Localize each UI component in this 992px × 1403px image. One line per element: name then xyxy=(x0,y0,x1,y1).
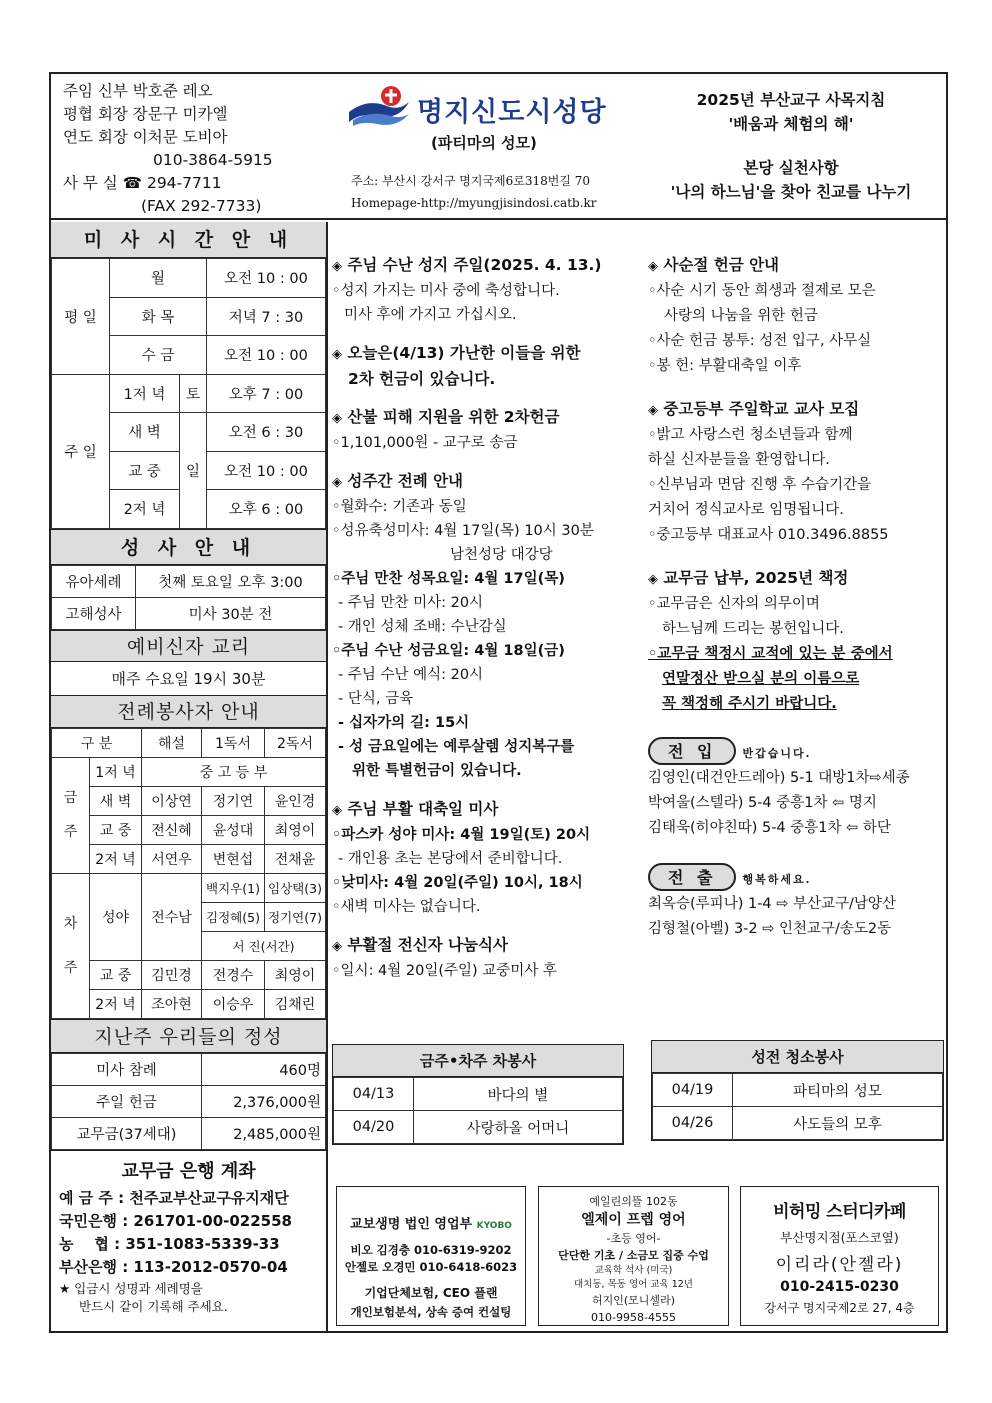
notice-line: - 단식, 금육 xyxy=(338,691,414,707)
transfer-out-header xyxy=(648,863,944,892)
notice-heading xyxy=(332,933,628,959)
mass-times-table xyxy=(51,258,326,529)
server-name: 전수남 xyxy=(142,873,202,960)
service-group: 사도들의 모후 xyxy=(733,1107,943,1140)
diamond-icon: ◈ xyxy=(332,411,342,426)
offering-label: 주일 헌금 xyxy=(52,1085,202,1117)
notice-line: - 성 금요일에는 예루살렘 성지복구를 xyxy=(338,739,575,755)
table-row xyxy=(52,960,326,989)
notice-line: ◦봉 헌: 부활대축일 이후 xyxy=(648,358,802,374)
service-group: 바다의 별 xyxy=(414,1078,623,1111)
service-date: 04/20 xyxy=(334,1111,414,1144)
notice-line: 하느님께 드리는 봉헌입니다. xyxy=(662,621,844,637)
table-row xyxy=(52,873,326,902)
church-address: 주소: 부산시 강서구 명지국제6로318번길 70 xyxy=(351,174,590,188)
notice-line: - 개인용 초는 본당에서 준비합니다. xyxy=(338,851,563,867)
heading-text: 오늘은(4/13) 가난한 이들을 위한 xyxy=(347,344,581,362)
diamond-icon: ◈ xyxy=(648,259,658,274)
table-row xyxy=(653,1107,943,1140)
liturgy-servers-table xyxy=(51,728,326,1019)
notice-line: ◦일시: 4월 20일(주일) 교중미사 후 xyxy=(332,963,557,979)
table-row xyxy=(653,1074,943,1107)
server-name: 정기연 xyxy=(202,786,265,815)
ad-line: 010-2415-0230 xyxy=(780,1279,899,1295)
bank-title: 교무금 은행 계좌 xyxy=(121,1160,256,1182)
bank-note: 반드시 같이 기록해 주세요. xyxy=(79,1298,228,1314)
heading-text: 주님 수난 성지 주일(2025. 4. 13.) xyxy=(347,256,602,274)
diamond-icon: ◈ xyxy=(332,939,342,954)
server-name: 전채윤 xyxy=(265,844,326,873)
bank-label: 국민은행 xyxy=(59,1211,117,1230)
mass-time: 오전 10 : 00 xyxy=(207,451,326,490)
staff-info xyxy=(63,80,273,218)
notice-line: 사랑의 나눔을 위한 헌금 xyxy=(664,308,818,324)
ad-line: 안젤로 오경민 010-6418-6023 xyxy=(344,1260,518,1274)
transfer-in-header xyxy=(648,737,944,766)
table-row xyxy=(52,374,326,413)
transfer-line: 김영인(대건안드레아) 5-1 대방1차⇨세종 xyxy=(648,770,910,786)
server-slot: 새 벽 xyxy=(90,786,142,815)
guide-theme: '배움과 체험의 해' xyxy=(728,115,854,133)
server-name: 최영이 xyxy=(265,960,326,989)
right-column xyxy=(648,239,944,942)
notice-line: ◦파스카 성야 미사: 4월 19일(토) 20시 xyxy=(332,827,591,843)
mass-day: 수 금 xyxy=(110,336,207,375)
server-slot: 1저 녁 xyxy=(90,757,142,786)
heading-text: 중고등부 주일학교 교사 모집 xyxy=(663,400,860,418)
mass-day: 1저 녁 xyxy=(110,374,180,413)
notice-line: ◦월화수: 기존과 동일 xyxy=(332,499,467,515)
catechumen-title: 예비신자 교리 xyxy=(51,630,326,662)
diamond-icon: ◈ xyxy=(648,403,658,418)
bank-row: 예 금 주 : 천주교부산교구유지재단 xyxy=(59,1188,289,1207)
mass-weekday: 일 xyxy=(180,413,207,529)
header xyxy=(51,74,946,220)
bank-row: 국민은행 : 261701-00-022558 xyxy=(59,1211,292,1230)
notice-line: ◦새벽 미사는 없습니다. xyxy=(332,899,481,915)
sacrament-value: 미사 30분 전 xyxy=(136,597,326,629)
notice-line: ◦중고등부 대표교사 010.3496.8855 xyxy=(648,527,889,543)
ad-title: 교보생명 법인 영업부 xyxy=(350,1217,473,1232)
bank-note: ★ 입금시 성명과 세례명을 xyxy=(59,1280,203,1296)
server-name: 김민경 xyxy=(142,960,202,989)
server-slot: 교 중 xyxy=(90,815,142,844)
this-week-label: 금 주 xyxy=(52,757,90,873)
notice-heading xyxy=(332,341,628,391)
mass-time: 오전 6 : 30 xyxy=(207,413,326,452)
staff-role: 연도 회장 xyxy=(63,128,128,146)
notice-line: ◦주님 만찬 성목요일: 4월 17일(목) xyxy=(332,571,565,587)
table-row xyxy=(52,757,326,786)
service-group: 사랑하올 어머니 xyxy=(414,1111,623,1144)
left-column xyxy=(51,222,328,1333)
service-date: 04/26 xyxy=(653,1107,733,1140)
server-group: 중 고 등 부 xyxy=(142,757,326,786)
server-name: 김채린 xyxy=(265,989,326,1018)
notice-heading xyxy=(648,566,944,592)
diamond-icon: ◈ xyxy=(332,259,342,274)
bank-label: 농 협 xyxy=(59,1234,109,1253)
ad-line: 부산명지점(포스코옆) xyxy=(780,1230,899,1245)
guide-title: 2025년 부산교구 사목지침 xyxy=(696,91,886,109)
cleaning-service-table xyxy=(652,1073,943,1140)
table-row xyxy=(52,728,326,757)
heading-text: 주님 부활 대축일 미사 xyxy=(347,800,499,818)
transfer-in-label: 전 입 xyxy=(648,737,736,765)
notice-line: 하실 신자분들을 환영합니다. xyxy=(648,452,830,468)
ad-line: 기업단체보험, CEO 플랜 xyxy=(364,1286,498,1300)
cleaning-service-box xyxy=(651,1040,944,1141)
server-name: 윤성대 xyxy=(202,815,265,844)
sacrament-table xyxy=(51,565,326,630)
church-name: 명지신도시성당 xyxy=(417,97,607,128)
server-slot: 교 중 xyxy=(90,960,142,989)
diamond-icon: ◈ xyxy=(648,572,658,587)
ad-kyobo-header xyxy=(337,1213,525,1232)
mass-times-title: 미 사 시 간 안 내 xyxy=(51,222,326,258)
tea-service-box xyxy=(332,1044,624,1145)
ad-line: 010-9958-4555 xyxy=(591,1311,676,1324)
notice-line: 남천성당 대강당 xyxy=(450,547,553,563)
service-group: 파티마의 성모 xyxy=(733,1074,943,1107)
transfer-line: 최옥승(루피나) 1-4 ⇨ 부산교구/남양산 xyxy=(648,896,896,912)
notice-heading xyxy=(332,797,628,823)
notice-line: ◦밝고 사랑스런 청소년들과 함께 xyxy=(648,427,853,443)
mass-day: 월 xyxy=(110,259,207,298)
notice-heading xyxy=(332,469,628,495)
server-name: 정기연(7) xyxy=(265,902,326,931)
mass-time: 오후 6 : 00 xyxy=(207,490,326,529)
ad-title: 비허밍 스터디카페 xyxy=(773,1202,906,1222)
server-name: 서연우 xyxy=(142,844,202,873)
table-row xyxy=(52,844,326,873)
bulletin-page xyxy=(49,72,948,1333)
mass-time: 오전 10 : 00 xyxy=(207,259,326,298)
bank-account-info xyxy=(51,1150,326,1321)
staff-role: 주임 신부 xyxy=(63,82,128,100)
server-name: 백지우(1) xyxy=(202,873,265,902)
column-header: 2독서 xyxy=(265,728,326,757)
mass-time: 오전 10 : 00 xyxy=(207,336,326,375)
mass-day: 화 목 xyxy=(110,297,207,336)
staff-name: 장문구 미카엘 xyxy=(132,105,228,123)
sacrament-label: 유아세례 xyxy=(52,565,136,597)
transfer-out-label: 전 출 xyxy=(648,863,736,891)
bank-value: 113-2012-0570-04 xyxy=(133,1257,288,1276)
column-header: 1독서 xyxy=(202,728,265,757)
notice-line: - 주님 수난 예식: 20시 xyxy=(338,667,484,683)
ad-line: 허지인(모니셀라) xyxy=(592,1294,675,1307)
server-slot: 2저 녁 xyxy=(90,844,142,873)
office-phone: ☎ 294-7711 xyxy=(122,174,222,192)
office-label: 사 무 실 xyxy=(63,174,118,192)
server-name: 김정혜(5) xyxy=(202,902,265,931)
ad-line: 단단한 기초 / 소금모 집중 수업 xyxy=(558,1249,709,1262)
notice-line: 거치어 정식교사로 임명됩니다. xyxy=(648,502,844,518)
notice-line: - 주님 만찬 미사: 20시 xyxy=(338,595,484,611)
tea-service-table xyxy=(333,1077,623,1144)
server-name: 최영이 xyxy=(265,815,326,844)
server-name: 이승우 xyxy=(202,989,265,1018)
church-emblem-icon xyxy=(347,84,411,128)
table-row xyxy=(52,1117,326,1149)
notice-line: ◦성지 가지는 미사 중에 축성합니다. xyxy=(332,283,560,299)
server-name: 서 진(서간) xyxy=(202,931,326,960)
table-row xyxy=(52,786,326,815)
ad-line: 개인보험분석, 상속 증여 컨설팅 xyxy=(350,1305,512,1319)
bank-label: 예 금 주 xyxy=(59,1188,113,1207)
table-row xyxy=(334,1111,623,1144)
server-name: 윤인경 xyxy=(265,786,326,815)
offering-label: 미사 참례 xyxy=(52,1053,202,1085)
notice-line: ◦교무금 책정시 교적에 있는 분 중에서 xyxy=(648,646,893,662)
heading-text: 성주간 전례 안내 xyxy=(347,472,464,490)
sacrament-value: 첫째 토요일 오후 3:00 xyxy=(136,565,326,597)
table-row xyxy=(52,259,326,298)
sacrament-title: 성 사 안 내 xyxy=(51,529,326,565)
server-name: 전경수 xyxy=(202,960,265,989)
address-block xyxy=(351,170,597,214)
staff-role: 평협 회장 xyxy=(63,105,128,123)
farewell-script: 행복하세요. xyxy=(742,873,812,886)
notice-heading xyxy=(332,253,628,279)
practice-theme: '나의 하느님'을 찾아 친교를 나누기 xyxy=(670,183,912,201)
notice-line: ◦성유축성미사: 4월 17일(목) 10시 30분 xyxy=(332,523,594,539)
offering-value: 2,376,000원 xyxy=(202,1085,326,1117)
heading-text: 산불 피해 지원을 위한 2차헌금 xyxy=(347,408,560,426)
ad-line: 교육학 석사 (미국) xyxy=(594,1265,673,1276)
bank-label: 부산은행 xyxy=(59,1257,117,1276)
heading-text: 부활절 전신자 나눔식사 xyxy=(347,936,508,954)
mass-day: 교 중 xyxy=(110,451,180,490)
weekday-label: 평 일 xyxy=(52,259,110,375)
mass-weekday: 토 xyxy=(180,374,207,413)
notice-line: ◦주님 수난 성금요일: 4월 18일(금) xyxy=(332,643,565,659)
table-row xyxy=(52,989,326,1018)
ad-study-cafe xyxy=(740,1186,939,1326)
sunday-label: 주 일 xyxy=(52,374,110,528)
bank-value: 261701-00-022558 xyxy=(133,1211,292,1230)
table-row xyxy=(52,597,326,629)
tea-service-title: 금주•차주 차봉사 xyxy=(333,1045,623,1077)
service-date: 04/19 xyxy=(653,1074,733,1107)
notice-line: ◦교무금은 신자의 의무이며 xyxy=(648,596,820,612)
notice-heading xyxy=(332,405,628,431)
server-name: 전신혜 xyxy=(142,815,202,844)
notice-line: 연말정산 받으실 분의 이름으로 xyxy=(662,671,860,687)
diamond-icon: ◈ xyxy=(332,475,342,490)
ad-title: 엘제이 프렙 영어 xyxy=(581,1212,686,1228)
column-header: 해설 xyxy=(142,728,202,757)
heading-text: 2차 헌금이 있습니다. xyxy=(348,370,496,388)
server-slot: 성야 xyxy=(90,873,142,960)
kyobo-logo-icon: KYOBO xyxy=(476,1221,512,1231)
welcome-script: 반갑습니다. xyxy=(742,747,812,760)
diamond-icon: ◈ xyxy=(332,347,342,362)
church-subtitle: (파티마의 성모) xyxy=(431,134,537,152)
ad-line: 비오 김경충 010-6319-9202 xyxy=(350,1243,512,1257)
ad-english xyxy=(538,1186,729,1326)
staff-name: 이처문 도비아 xyxy=(132,128,228,146)
ad-line: -초등 영어- xyxy=(606,1232,661,1245)
notice-line: ◦사순 시기 동안 희생과 절제로 모은 xyxy=(648,283,876,299)
office-fax: (FAX 292-7733) xyxy=(141,197,262,215)
church-logo xyxy=(347,84,647,152)
transfer-line: 김태욱(히야친따) 5-4 중흥1차 ⇦ 하단 xyxy=(648,820,891,836)
next-week-label: 차 주 xyxy=(52,873,90,1018)
ad-line: 예일린의뜰 102동 xyxy=(589,1195,678,1208)
table-row xyxy=(334,1078,623,1111)
server-slot: 2저 녁 xyxy=(90,989,142,1018)
table-row xyxy=(52,1085,326,1117)
ad-line: 이리라(안젤라) xyxy=(775,1255,904,1275)
liturgy-servers-title: 전례봉사자 안내 xyxy=(51,696,326,728)
diamond-icon: ◈ xyxy=(332,803,342,818)
staff-phone: 010-3864-5915 xyxy=(153,151,273,169)
transfer-line: 김형철(아벨) 3-2 ⇨ 인천교구/송도2동 xyxy=(648,921,892,937)
table-row xyxy=(52,565,326,597)
notice-heading xyxy=(648,253,944,279)
bank-row: 부산은행 : 113-2012-0570-04 xyxy=(59,1257,288,1276)
column-header: 구 분 xyxy=(52,728,142,757)
ad-line: 대치동, 목동 영어 교육 12년 xyxy=(574,1279,693,1290)
notice-line: ◦1,101,000원 - 교구로 송금 xyxy=(332,435,518,451)
bank-value: 351-1083-5339-33 xyxy=(125,1234,280,1253)
notice-line: - 개인 성체 조배: 수난감실 xyxy=(338,619,507,635)
notice-line: 위한 특별헌금이 있습니다. xyxy=(352,763,522,779)
offering-title: 지난주 우리들의 정성 xyxy=(51,1019,326,1053)
mass-time: 오후 7 : 00 xyxy=(207,374,326,413)
notice-line: ◦낮미사: 4월 20일(주일) 10시, 18시 xyxy=(332,875,583,891)
offering-value: 2,485,000원 xyxy=(202,1117,326,1149)
mass-time: 저녁 7 : 30 xyxy=(207,297,326,336)
server-name: 변현섭 xyxy=(202,844,265,873)
notice-line: ◦신부님과 면담 진행 후 수습기간을 xyxy=(648,477,872,493)
sacrament-label: 고해성사 xyxy=(52,597,136,629)
server-name: 조아현 xyxy=(142,989,202,1018)
ad-line: 강서구 명지국제2로 27, 4층 xyxy=(764,1301,915,1315)
ad-kyobo xyxy=(336,1186,526,1326)
notice-line: 미사 후에 가지고 가십시오. xyxy=(344,307,517,323)
server-name: 임상택(3) xyxy=(265,873,326,902)
table-row xyxy=(52,815,326,844)
homepage-link[interactable]: Homepage-http://myungjisindosi.catb.kr xyxy=(351,196,597,210)
transfer-line: 박여울(스텔라) 5-4 중흥1차 ⇦ 명지 xyxy=(648,795,877,811)
practice-title: 본당 실천사항 xyxy=(743,159,839,177)
offering-label: 교무금(37세대) xyxy=(52,1117,202,1149)
bank-row: 농 협 : 351-1083-5339-33 xyxy=(59,1234,280,1253)
server-name: 이상연 xyxy=(142,786,202,815)
staff-name: 박호준 레오 xyxy=(132,82,213,100)
service-date: 04/13 xyxy=(334,1078,414,1111)
offering-value: 460명 xyxy=(202,1053,326,1085)
table-row xyxy=(52,1053,326,1085)
heading-text: 교무금 납부, 2025년 책정 xyxy=(663,569,849,587)
heading-text: 사순절 헌금 안내 xyxy=(663,256,780,274)
mass-day: 2저 녁 xyxy=(110,490,180,529)
offering-table xyxy=(51,1053,326,1150)
middle-column xyxy=(332,239,628,983)
bank-value: 천주교부산교구유지재단 xyxy=(129,1188,289,1207)
notice-line: ◦사순 헌금 봉투: 성전 입구, 사무실 xyxy=(648,333,872,349)
notice-heading xyxy=(648,397,944,423)
cleaning-service-title: 성전 청소봉사 xyxy=(652,1041,943,1073)
pastoral-guide xyxy=(641,88,941,204)
notice-line: - 십자가의 길: 15시 xyxy=(338,715,470,731)
notice-line: 꼭 책정해 주시기 바랍니다. xyxy=(662,696,837,712)
catechumen-schedule: 매주 수요일 19시 30분 xyxy=(51,662,326,696)
mass-day: 새 벽 xyxy=(110,413,180,452)
